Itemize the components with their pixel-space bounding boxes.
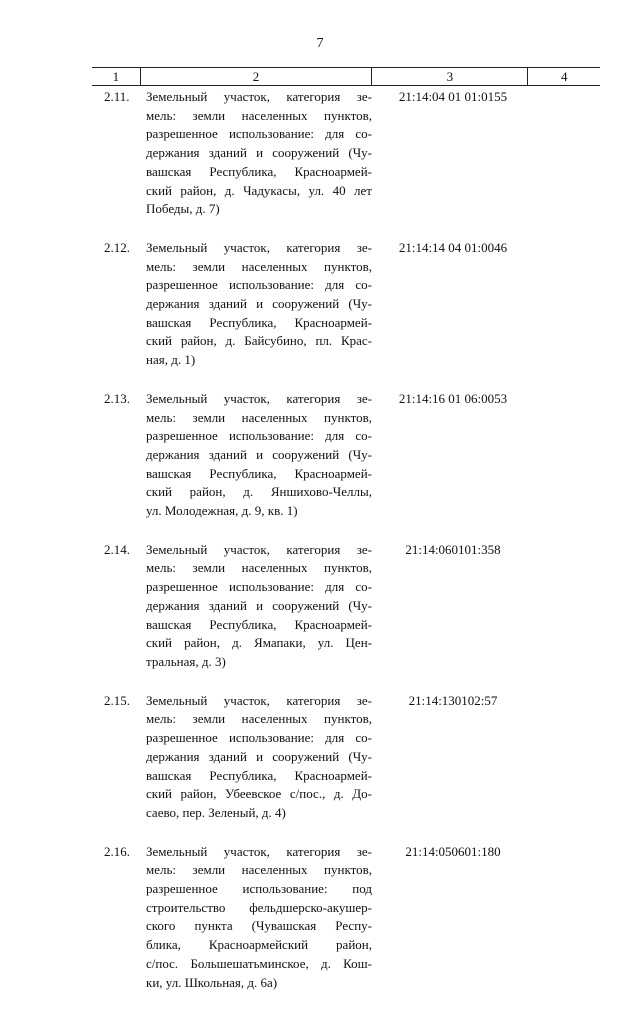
column-header-3: 3 (371, 68, 527, 85)
table-header (92, 67, 600, 86)
description-line: мель: земли населенных пунктов, (146, 862, 372, 878)
page-number: 7 (316, 36, 324, 51)
description-line: мель: земли населенных пунктов, (146, 409, 372, 425)
description-line: строительство фельдшерско-акушер- (146, 899, 372, 915)
description-line: Земельный участок, категория зе- (146, 541, 372, 557)
row-number: 2.11. (104, 89, 130, 104)
empty-cell (528, 692, 600, 823)
description-line: блика, Красноармейский район, (146, 937, 372, 953)
empty-cell (528, 88, 600, 219)
description-line: мель: земли населенных пунктов, (146, 107, 372, 123)
column-header-2: 2 (140, 68, 372, 85)
description-line: Земельный участок, категория зе- (146, 89, 372, 104)
column-header-1: 1 (112, 69, 120, 84)
cadastral-number: 21:14:16 01 06:0053 (398, 390, 508, 406)
cadastral-number: 21:14:050601:180 (405, 843, 501, 859)
cadastral-number: 21:14:130102:57 (408, 692, 498, 708)
description-line: держания зданий и сооружений (Чу- (146, 296, 372, 312)
description-line: разрешенное использование: под (146, 881, 372, 897)
description-line: ский район, Убеевское с/пос., д. До- (146, 786, 372, 802)
empty-cell (528, 239, 600, 370)
description-line: ский район, д. Яншихово-Челлы, (146, 484, 372, 500)
description-line: держания зданий и сооружений (Чу- (146, 748, 372, 764)
table-row (92, 843, 600, 993)
description-line: саево, пер. Зеленый, д. 4) (146, 804, 286, 820)
description-line: Земельный участок, категория зе- (146, 239, 372, 255)
description-line: вашская Республика, Красноармей- (146, 767, 372, 783)
description-line: мель: земли населенных пунктов, (146, 560, 372, 576)
description-line: вашская Республика, Красноармей- (146, 314, 372, 330)
description-line: ул. Молодежная, д. 9, кв. 1) (146, 503, 298, 519)
description-line: вашская Республика, Красноармей- (146, 616, 372, 632)
row-description (140, 692, 372, 823)
table-row (92, 390, 600, 521)
table-body (92, 86, 600, 992)
row-number: 2.16. (104, 843, 130, 859)
description-line: держания зданий и сооружений (Чу- (146, 597, 372, 613)
row-description (140, 843, 372, 993)
description-line: с/пос. Большешатьминское, д. Кош- (146, 955, 372, 971)
row-description (140, 239, 372, 370)
empty-cell (528, 390, 600, 521)
row-number: 2.13. (104, 390, 130, 406)
property-table (92, 67, 600, 1012)
row-number: 2.12. (104, 239, 130, 255)
row-number: 2.15. (104, 692, 130, 708)
description-line: ная, д. 1) (146, 352, 196, 368)
description-line: ский район, д. Ямапаки, ул. Цен- (146, 635, 372, 651)
table-row (92, 239, 600, 370)
description-line: мель: земли населенных пунктов, (146, 711, 372, 727)
description-line: держания зданий и сооружений (Чу- (146, 145, 372, 161)
description-line: Земельный участок, категория зе- (146, 843, 372, 859)
description-line: разрешенное использование: для со- (146, 277, 372, 293)
column-header-4: 4 (527, 68, 600, 85)
cadastral-number: 21:14:04 01 01:0155 (398, 89, 508, 104)
row-description (140, 541, 372, 672)
description-line: разрешенное использование: для со- (146, 126, 372, 142)
table-row (92, 692, 600, 823)
cadastral-number: 21:14:14 04 01:0046 (398, 239, 508, 255)
description-line: вашская Республика, Красноармей- (146, 465, 372, 481)
row-number: 2.14. (104, 541, 130, 557)
empty-cell (528, 541, 600, 672)
description-line: тральная, д. 3) (146, 653, 226, 669)
description-line: Земельный участок, категория зе- (146, 390, 372, 406)
table-row (92, 541, 600, 672)
cadastral-number: 21:14:060101:358 (405, 541, 501, 557)
description-line: разрешенное использование: для со- (146, 428, 372, 444)
description-line: разрешенное использование: для со- (146, 730, 372, 746)
description-line: мель: земли населенных пунктов, (146, 258, 372, 274)
description-line: разрешенное использование: для со- (146, 579, 372, 595)
description-line: Победы, д. 7) (146, 201, 220, 217)
description-line: ский район, д. Байсубино, пл. Крас- (146, 333, 372, 349)
description-line: Земельный участок, категория зе- (146, 692, 372, 708)
description-line: ского пункта (Чувашская Респу- (146, 918, 372, 934)
description-line: держания зданий и сооружений (Чу- (146, 446, 372, 462)
description-line: ки, ул. Школьная, д. 6а) (146, 974, 278, 990)
row-description (140, 88, 372, 219)
description-line: вашская Республика, Красноармей- (146, 163, 372, 179)
empty-cell (528, 843, 600, 993)
table-row (92, 88, 600, 219)
description-line: ский район, д. Чадукасы, ул. 40 лет (146, 182, 372, 198)
row-description (140, 390, 372, 521)
